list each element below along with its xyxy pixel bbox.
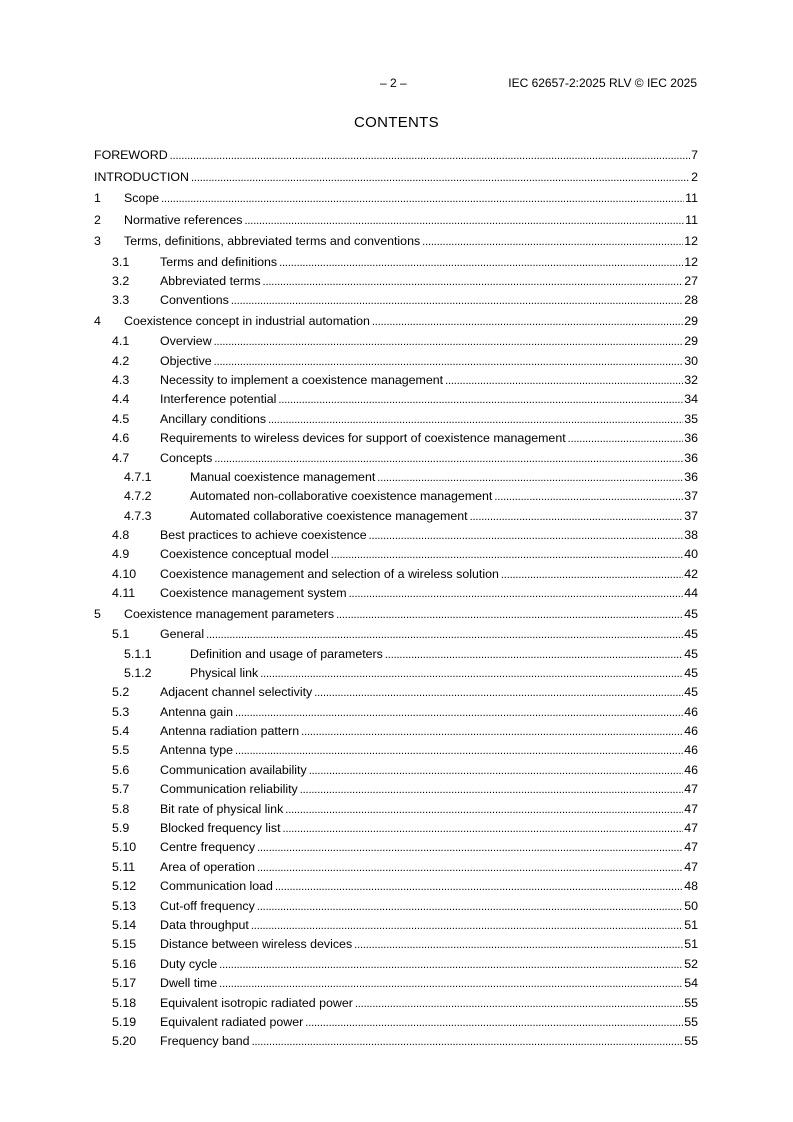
toc-entry-label: Automated non-collaborative coexistence management bbox=[190, 489, 493, 504]
toc-entry-label: Abbreviated terms bbox=[160, 273, 261, 288]
toc-entry-number: 4.9 bbox=[112, 547, 130, 562]
toc-entry-number: 4.10 bbox=[112, 566, 137, 581]
toc-entry-label: Antenna type bbox=[160, 743, 234, 758]
toc-entry[interactable] bbox=[94, 545, 698, 564]
toc-entry-page: 38 bbox=[684, 528, 698, 543]
toc-entry-label: Normative references bbox=[124, 212, 243, 227]
toc-entry[interactable] bbox=[94, 390, 698, 409]
toc-entry[interactable] bbox=[94, 167, 698, 189]
toc-entry-label: Equivalent radiated power bbox=[160, 1014, 304, 1029]
dot-leader bbox=[191, 168, 690, 190]
dot-leader bbox=[214, 333, 684, 352]
dot-leader bbox=[445, 372, 683, 391]
toc-entry-label: Coexistence management system bbox=[160, 586, 347, 601]
toc-entry-number: 5.3 bbox=[112, 704, 130, 719]
toc-entry-page: 45 bbox=[684, 665, 698, 680]
toc-entry-label: Overview bbox=[160, 334, 212, 349]
toc-entry-number: 5.16 bbox=[112, 956, 137, 971]
toc-entry-page: 42 bbox=[684, 566, 698, 581]
toc-entry[interactable] bbox=[94, 188, 698, 210]
toc-entry-label: Antenna radiation pattern bbox=[160, 724, 300, 739]
toc-entry-page: 32 bbox=[684, 372, 698, 387]
toc-entry[interactable] bbox=[94, 722, 698, 741]
toc-entry-number: 5.12 bbox=[112, 879, 137, 894]
toc-entry-number: 4.5 bbox=[112, 411, 130, 426]
toc-entry-page: 54 bbox=[684, 976, 698, 991]
toc-entry-page: 55 bbox=[684, 995, 698, 1010]
toc-entry[interactable] bbox=[94, 371, 698, 390]
toc-entry-page: 46 bbox=[684, 743, 698, 758]
dot-leader bbox=[422, 232, 683, 254]
toc-entry[interactable] bbox=[94, 780, 698, 799]
toc-entry-page: 46 bbox=[684, 704, 698, 719]
dot-leader bbox=[331, 546, 683, 565]
toc-entry-page: 52 bbox=[684, 956, 698, 971]
toc-entry-label: Centre frequency bbox=[160, 840, 256, 855]
toc-entry-page: 28 bbox=[684, 293, 698, 308]
toc-entry[interactable] bbox=[94, 800, 698, 819]
toc-entry[interactable] bbox=[94, 210, 698, 232]
dot-leader bbox=[309, 762, 684, 781]
toc-entry-number: 4.8 bbox=[112, 528, 130, 543]
dot-leader bbox=[219, 975, 683, 994]
toc-entry[interactable] bbox=[94, 703, 698, 722]
toc-entry-label: Area of operation bbox=[160, 859, 256, 874]
dot-leader bbox=[283, 820, 684, 839]
toc-entry-label: Coexistence conceptual model bbox=[160, 547, 329, 562]
dot-leader bbox=[251, 917, 683, 936]
toc-entry-label: Conventions bbox=[160, 293, 229, 308]
toc-entry[interactable] bbox=[94, 487, 698, 506]
toc-entry-page: 37 bbox=[684, 508, 698, 523]
toc-entry-page: 40 bbox=[684, 547, 698, 562]
toc-entry-page: 45 bbox=[684, 646, 698, 661]
toc-entry-page: 51 bbox=[684, 937, 698, 952]
toc-entry-page: 55 bbox=[684, 1014, 698, 1029]
toc-entry[interactable] bbox=[94, 311, 698, 333]
toc-entry-page: 47 bbox=[684, 801, 698, 816]
toc-entry-page: 34 bbox=[684, 392, 698, 407]
dot-leader bbox=[336, 605, 683, 627]
toc-entry-label: Data throughput bbox=[160, 918, 249, 932]
toc-entry-page: 36 bbox=[684, 431, 698, 446]
dot-leader bbox=[214, 450, 683, 469]
dot-leader bbox=[305, 1014, 683, 1033]
toc-entry-page: 11 bbox=[685, 212, 698, 227]
dot-leader bbox=[257, 839, 683, 858]
toc-entry-label: Physical link bbox=[190, 665, 259, 680]
dot-leader bbox=[568, 430, 684, 449]
toc-entry-number: 5.15 bbox=[112, 937, 137, 952]
toc-entry-page: 29 bbox=[684, 334, 698, 349]
toc-entry-number: 5.13 bbox=[112, 898, 137, 913]
toc-entry-number: 2 bbox=[94, 212, 101, 227]
toc-entry-page: 27 bbox=[684, 273, 698, 288]
toc-entry-page: 7 bbox=[691, 148, 698, 162]
toc-entry[interactable] bbox=[94, 410, 698, 429]
toc-entry[interactable] bbox=[94, 429, 698, 448]
toc-entry-label: Distance between wireless devices bbox=[160, 937, 353, 952]
toc-entry-label: Objective bbox=[160, 353, 212, 368]
toc-entry-label: Frequency band bbox=[160, 1034, 250, 1049]
dot-leader bbox=[385, 646, 683, 665]
toc-entry-page: 45 bbox=[684, 606, 698, 621]
toc-entry[interactable] bbox=[94, 145, 698, 167]
toc-entry-number: 4.7.1 bbox=[124, 469, 152, 484]
toc-entry-number: 5.11 bbox=[112, 859, 136, 874]
toc-entry-number: 5.1.2 bbox=[124, 665, 152, 680]
toc-entry[interactable] bbox=[94, 291, 698, 310]
toc-entry[interactable] bbox=[94, 935, 698, 954]
toc-entry-label: Coexistence management and selection of a wireless solution bbox=[160, 566, 499, 581]
toc-entry-number: 3.1 bbox=[112, 254, 130, 269]
toc-entry-label: FOREWORD bbox=[94, 148, 168, 162]
toc-entry-label: Automated collaborative coexistence management bbox=[190, 508, 468, 523]
dot-leader bbox=[252, 1033, 684, 1052]
dot-leader bbox=[354, 936, 683, 955]
toc-entry-number: 5.4 bbox=[112, 724, 130, 739]
toc-entry-label: Cut-off frequency bbox=[160, 898, 255, 913]
toc-entry-number: 1 bbox=[94, 191, 101, 205]
toc-entry-number: 5.1 bbox=[112, 627, 130, 642]
toc-entry-page: 45 bbox=[684, 627, 698, 642]
toc-entry-page: 47 bbox=[684, 782, 698, 797]
dot-leader bbox=[372, 312, 683, 334]
toc-entry-number: 4.4 bbox=[112, 392, 130, 407]
toc-entry-page: 47 bbox=[684, 840, 698, 855]
toc-entry-number: 5.1.1 bbox=[124, 646, 152, 661]
dot-leader bbox=[231, 292, 683, 311]
toc-entry-number: 4.2 bbox=[112, 353, 130, 368]
toc-entry-number: 3.2 bbox=[112, 273, 130, 288]
toc-entry-page: 51 bbox=[684, 918, 698, 932]
toc-entry-number: 4.3 bbox=[112, 372, 130, 387]
dot-leader bbox=[470, 508, 684, 527]
toc-entry[interactable] bbox=[94, 994, 698, 1013]
toc-entry-number: 4.7 bbox=[112, 450, 130, 465]
toc-entry-number: 3.3 bbox=[112, 293, 130, 308]
toc-entry-label: Definition and usage of parameters bbox=[190, 646, 383, 661]
toc-entry[interactable] bbox=[94, 974, 698, 993]
toc-entry-number: 5.17 bbox=[112, 976, 137, 991]
toc-entry-number: 5.18 bbox=[112, 995, 137, 1010]
toc-entry-label: Scope bbox=[124, 191, 160, 205]
dot-leader bbox=[214, 353, 684, 372]
toc-entry-number: 5.19 bbox=[112, 1014, 137, 1029]
toc-entry-label: Ancillary conditions bbox=[160, 411, 267, 426]
toc-entry-label: Necessity to implement a coexistence management bbox=[160, 372, 444, 387]
toc-entry[interactable] bbox=[94, 1013, 698, 1032]
toc-entry-label: Dwell time bbox=[160, 976, 218, 991]
toc-entry-label: Communication load bbox=[160, 879, 273, 894]
dot-leader bbox=[301, 723, 683, 742]
toc-entry[interactable] bbox=[94, 625, 698, 644]
toc-entry[interactable] bbox=[94, 565, 698, 584]
toc-entry-number: 5.20 bbox=[112, 1034, 137, 1049]
dot-leader bbox=[170, 146, 690, 168]
toc-entry-number: 4.1 bbox=[112, 334, 130, 349]
dot-leader bbox=[279, 254, 683, 273]
toc-entry-label: Bit rate of physical link bbox=[160, 801, 284, 816]
toc-entry[interactable] bbox=[94, 741, 698, 760]
toc-entry-label: General bbox=[160, 627, 205, 642]
toc-entry[interactable] bbox=[94, 1032, 698, 1051]
toc-entry-label: Terms, definitions, abbreviated terms and conventions bbox=[124, 234, 421, 248]
page-header bbox=[96, 76, 697, 92]
toc-entry-label: Best practices to achieve coexistence bbox=[160, 528, 367, 543]
toc-entry-page: 35 bbox=[684, 411, 698, 426]
dot-leader bbox=[161, 189, 684, 211]
toc-entry-page: 47 bbox=[684, 859, 698, 874]
toc-entry[interactable] bbox=[94, 916, 698, 935]
toc-entry-label: Coexistence management parameters bbox=[124, 606, 335, 621]
toc-entry-page: 50 bbox=[684, 898, 698, 913]
toc-entry-page: 46 bbox=[684, 724, 698, 739]
toc-entry[interactable] bbox=[94, 761, 698, 780]
toc-entry-label: Coexistence concept in industrial automation bbox=[124, 313, 370, 328]
dot-leader bbox=[275, 878, 683, 897]
dot-leader bbox=[369, 527, 684, 546]
toc-entry-page: 55 bbox=[684, 1034, 698, 1049]
toc-entry[interactable] bbox=[94, 897, 698, 916]
dot-leader bbox=[257, 898, 683, 917]
toc-entry-number: 5 bbox=[94, 606, 101, 621]
toc-entry[interactable] bbox=[94, 858, 698, 877]
toc-entry-number: 5.10 bbox=[112, 840, 137, 855]
dot-leader bbox=[314, 684, 683, 703]
toc-entry[interactable] bbox=[94, 449, 698, 468]
toc-entry-page: 2 bbox=[691, 169, 698, 184]
toc-entry-number: 4.7.2 bbox=[124, 489, 152, 504]
toc-entry[interactable] bbox=[94, 604, 698, 626]
toc-entry-label: Communication availability bbox=[160, 762, 307, 777]
toc-entry-label: Concepts bbox=[160, 450, 213, 465]
toc-entry[interactable] bbox=[94, 231, 698, 253]
toc-entry-label: Blocked frequency list bbox=[160, 821, 281, 836]
toc-entry[interactable] bbox=[94, 507, 698, 526]
dot-leader bbox=[285, 801, 683, 820]
toc-entry-number: 5.14 bbox=[112, 918, 137, 932]
dot-leader bbox=[263, 273, 684, 292]
toc-entry[interactable] bbox=[94, 683, 698, 702]
toc-entry-page: 11 bbox=[685, 191, 698, 205]
dot-leader bbox=[244, 211, 684, 233]
toc-entry-number: 5.2 bbox=[112, 685, 130, 700]
toc-entry-number: 4 bbox=[94, 313, 101, 328]
toc-entry-number: 5.7 bbox=[112, 782, 130, 797]
toc-entry-page: 46 bbox=[684, 762, 698, 777]
dot-leader bbox=[268, 411, 683, 430]
dot-leader bbox=[260, 665, 683, 684]
toc-entry-number: 4.7.3 bbox=[124, 508, 152, 523]
toc-entry-number: 5.6 bbox=[112, 762, 130, 777]
toc-entry-number: 4.11 bbox=[112, 586, 136, 601]
toc-entry-number: 4.6 bbox=[112, 431, 130, 446]
toc-entry-page: 30 bbox=[684, 353, 698, 368]
dot-leader bbox=[278, 391, 683, 410]
toc-entry[interactable] bbox=[94, 253, 698, 272]
toc-entry-number: 5.8 bbox=[112, 801, 130, 816]
toc-entry-page: 36 bbox=[684, 469, 698, 484]
dot-leader bbox=[300, 781, 683, 800]
dot-leader bbox=[257, 859, 683, 878]
dot-leader bbox=[355, 995, 683, 1014]
toc-entry-label: Antenna gain bbox=[160, 704, 234, 719]
toc-entry-page: 12 bbox=[684, 234, 698, 248]
toc-entry-label: Duty cycle bbox=[160, 956, 218, 971]
toc-entry-page: 48 bbox=[684, 879, 698, 894]
toc-entry-label: Interference potential bbox=[160, 392, 277, 407]
page-title: CONTENTS bbox=[354, 114, 439, 131]
dot-leader bbox=[377, 469, 683, 488]
toc-entry[interactable] bbox=[94, 352, 698, 371]
toc-entry-label: Communication reliability bbox=[160, 782, 298, 797]
table-of-contents bbox=[94, 145, 698, 1052]
document-reference: IEC 62657-2:2025 RLV © IEC 2025 bbox=[508, 76, 697, 90]
dot-leader bbox=[494, 488, 683, 507]
toc-entry-label: Terms and definitions bbox=[160, 254, 278, 269]
toc-entry-label: Equivalent isotropic radiated power bbox=[160, 995, 353, 1010]
toc-entry-label: Adjacent channel selectivity bbox=[160, 685, 313, 700]
dot-leader bbox=[235, 704, 683, 723]
toc-entry[interactable] bbox=[94, 664, 698, 683]
page-number: – 2 – bbox=[380, 76, 407, 90]
toc-entry[interactable] bbox=[94, 526, 698, 545]
dot-leader bbox=[206, 626, 683, 645]
dot-leader bbox=[235, 742, 683, 761]
toc-entry-page: 45 bbox=[684, 685, 698, 700]
toc-entry-number: 5.9 bbox=[112, 821, 130, 836]
dot-leader bbox=[501, 566, 683, 585]
toc-entry-label: Manual coexistence management bbox=[190, 469, 376, 484]
toc-entry[interactable] bbox=[94, 584, 698, 603]
toc-entry-page: 29 bbox=[684, 313, 698, 328]
toc-entry-page: 12 bbox=[684, 254, 698, 269]
toc-entry[interactable] bbox=[94, 272, 698, 291]
toc-entry-number: 3 bbox=[94, 234, 101, 248]
toc-entry-page: 44 bbox=[684, 586, 698, 601]
toc-entry[interactable] bbox=[94, 645, 698, 664]
toc-entry[interactable] bbox=[94, 877, 698, 896]
toc-entry[interactable] bbox=[94, 332, 698, 351]
dot-leader bbox=[349, 585, 684, 604]
toc-entry-label: Requirements to wireless devices for support of coexistence management bbox=[160, 431, 566, 446]
toc-entry-page: 47 bbox=[684, 821, 698, 836]
toc-entry[interactable] bbox=[94, 819, 698, 838]
toc-entry-number: 5.5 bbox=[112, 743, 130, 758]
toc-entry[interactable] bbox=[94, 955, 698, 974]
toc-entry-page: 37 bbox=[684, 489, 698, 504]
toc-entry-page: 36 bbox=[684, 450, 698, 465]
toc-entry[interactable] bbox=[94, 838, 698, 857]
dot-leader bbox=[219, 956, 683, 975]
toc-entry-label: INTRODUCTION bbox=[94, 169, 189, 184]
toc-entry[interactable] bbox=[94, 468, 698, 487]
